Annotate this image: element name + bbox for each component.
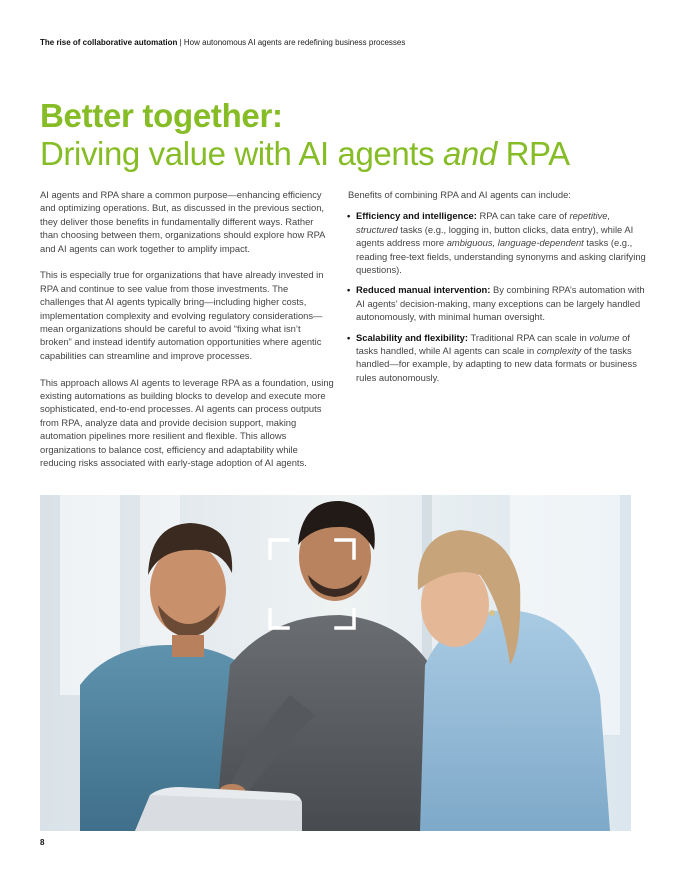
left-column (40, 188, 334, 483)
benefits-list (348, 209, 646, 384)
title-line-2-start: Driving value with AI agents (40, 135, 443, 172)
body-paragraph-1: AI agents and RPA share a common purpose—enhancing efficiency and optimizing operations. But, as discussed in the previous section, they deliver those benefits in fundamentally different ways. Rather than choosing between them, organizations should explore how RPA and AI agents can work together to amplify impact. (40, 189, 325, 254)
bullet-label: Efficiency and intelligence: (356, 210, 477, 222)
bullet-label: Scalability and flexibility: (356, 331, 469, 343)
bullet-italic: volume (589, 331, 620, 343)
bullet-text: of the tasks handled—for example, by adapting to new data formats or business rules autonomously. (356, 345, 637, 383)
title-line-2 (40, 135, 650, 173)
benefits-intro: Benefits of combining RPA and AI agents can include: (348, 189, 571, 200)
list-item (348, 209, 646, 276)
bullet-icon: • (347, 284, 351, 296)
bullet-text: of tasks handled, while AI agents can scale in (356, 331, 630, 357)
bullet-text: RPA can take care of (476, 210, 570, 222)
header-report-title: The rise of collaborative automation (40, 38, 178, 47)
focus-frame-icon (268, 538, 356, 630)
bullet-text: tasks (e.g., logging in, button clicks, data entry), while AI agents address more (356, 223, 634, 249)
running-header (40, 38, 405, 47)
team-photo (40, 495, 631, 831)
bullet-text: Traditional RPA can scale in (468, 331, 590, 343)
bullet-text: By combining RPA’s automation with AI agents’ decision-making, many exceptions can be largely handled autonomously, with minimal human oversight. (356, 284, 645, 323)
title-line-1: Better together: (40, 97, 283, 134)
body-paragraph-3: This approach allows AI agents to leverage RPA as a foundation, using existing automations as building blocks to develop and execute more sophisticated, end-to-end processes. AI agents can process outputs from RPA, analyze data and provide decision support, making automation pipelines more resilient and flexible. This allows organizations to balance cost, efficiency and adaptability while reducing risks associated with early-stage adoption of AI agents. (40, 376, 334, 469)
bullet-label: Reduced manual intervention: (356, 284, 491, 296)
title-line-2-italic: and (442, 135, 497, 172)
list-item (348, 283, 646, 323)
bullet-text: tasks (e.g., reading free-text fields, understanding synonyms and asking clarifying questions). (356, 237, 646, 276)
list-item (348, 331, 646, 385)
bullet-icon: • (347, 210, 351, 222)
right-column (348, 188, 646, 391)
page-title (40, 97, 650, 173)
page-number: 8 (40, 838, 45, 847)
bullet-italic: complexity (536, 345, 582, 357)
bullet-italic: ambiguous, language-dependent (446, 237, 584, 249)
body-paragraph-2: This is especially true for organizations that have already invested in RPA and continue to see value from those investments. The challenges that AI agents typically bring—including higher costs, implementation complexity and evolving regulatory considerations—mean organizations should be careful to avoid “fixing what isn’t broken” and instead identify automation opportunities where agentic capabilities can streamline and improve processes. (40, 269, 324, 361)
bullet-icon: • (347, 331, 351, 343)
title-line-2-end: RPA (496, 135, 570, 172)
header-separator: | (177, 38, 184, 47)
bullet-italic: repetitive, structured (356, 210, 611, 235)
header-subtitle: How autonomous AI agents are redefining business processes (183, 38, 406, 47)
